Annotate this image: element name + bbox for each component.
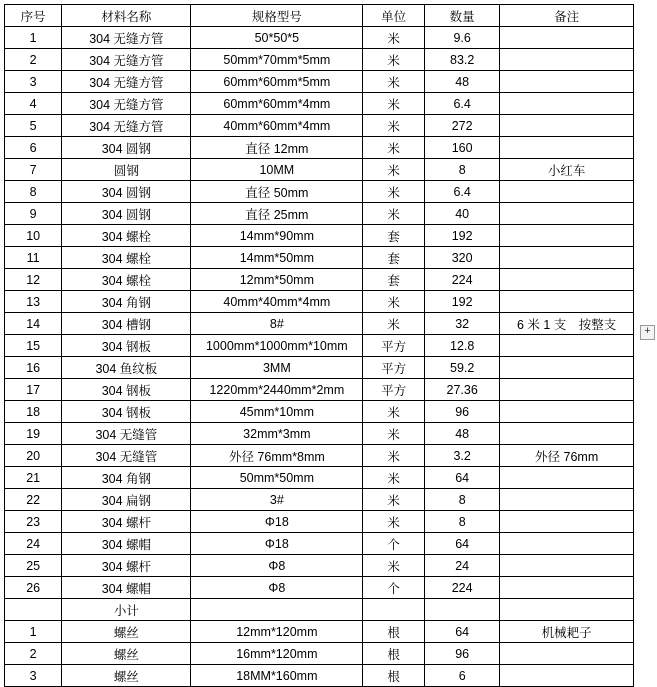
cell-qty[interactable]: 8: [425, 489, 500, 511]
cell-remark[interactable]: [500, 203, 634, 225]
cell-remark[interactable]: [500, 335, 634, 357]
cell-remark[interactable]: [500, 577, 634, 599]
cell-name[interactable]: 304 螺杆: [62, 555, 191, 577]
cell-unit[interactable]: 根: [363, 665, 425, 687]
cell-no[interactable]: 20: [5, 445, 62, 467]
cell-name[interactable]: 304 无缝方管: [62, 71, 191, 93]
cell-qty[interactable]: 96: [425, 643, 500, 665]
column-header: 序号: [5, 5, 62, 27]
cell-spec[interactable]: Φ18: [191, 533, 363, 555]
cell-remark[interactable]: [500, 423, 634, 445]
table-row[interactable]: [5, 511, 634, 533]
cell-no[interactable]: 24: [5, 533, 62, 555]
table-row[interactable]: [5, 423, 634, 445]
cell-qty[interactable]: 9.6: [425, 27, 500, 49]
cell-spec[interactable]: Φ8: [191, 577, 363, 599]
cell-qty[interactable]: 6.4: [425, 93, 500, 115]
cell-spec[interactable]: 50mm*50mm: [191, 467, 363, 489]
cell-remark[interactable]: [500, 511, 634, 533]
cell-unit[interactable]: 米: [363, 445, 425, 467]
cell-name[interactable]: 304 螺栓: [62, 247, 191, 269]
cell-no[interactable]: 1: [5, 621, 62, 643]
cell-spec[interactable]: [191, 599, 363, 621]
cell-qty[interactable]: 12.8: [425, 335, 500, 357]
table-row[interactable]: [5, 313, 634, 335]
cell-qty[interactable]: 40: [425, 203, 500, 225]
cell-name[interactable]: 304 鱼纹板: [62, 357, 191, 379]
table-row[interactable]: [5, 489, 634, 511]
cell-remark[interactable]: [500, 401, 634, 423]
cell-unit[interactable]: 米: [363, 137, 425, 159]
cell-spec[interactable]: 1000mm*1000mm*10mm: [191, 335, 363, 357]
cell-no[interactable]: 2: [5, 49, 62, 71]
cell-unit[interactable]: 平方: [363, 379, 425, 401]
cell-remark[interactable]: [500, 599, 634, 621]
cell-no[interactable]: 3: [5, 71, 62, 93]
cell-spec[interactable]: 50mm*70mm*5mm: [191, 49, 363, 71]
cell-no[interactable]: 23: [5, 511, 62, 533]
table-header-row: [5, 5, 634, 27]
cell-no[interactable]: 1: [5, 27, 62, 49]
cell-spec[interactable]: 18MM*160mm: [191, 665, 363, 687]
cell-remark[interactable]: 小红车: [500, 159, 634, 181]
cell-spec[interactable]: Φ8: [191, 555, 363, 577]
column-header: 材料名称: [62, 5, 191, 27]
cell-qty[interactable]: 160: [425, 137, 500, 159]
table-row[interactable]: [5, 555, 634, 577]
cell-qty[interactable]: 320: [425, 247, 500, 269]
cell-unit[interactable]: 套: [363, 269, 425, 291]
cell-no[interactable]: 26: [5, 577, 62, 599]
cell-name[interactable]: 304 螺栓: [62, 269, 191, 291]
cell-no[interactable]: 6: [5, 137, 62, 159]
table-row[interactable]: [5, 357, 634, 379]
cell-remark[interactable]: [500, 665, 634, 687]
cell-spec[interactable]: 10MM: [191, 159, 363, 181]
cell-remark[interactable]: [500, 247, 634, 269]
cell-qty[interactable]: 64: [425, 621, 500, 643]
cell-unit[interactable]: [363, 599, 425, 621]
cell-qty[interactable]: 6: [425, 665, 500, 687]
cell-unit[interactable]: 米: [363, 203, 425, 225]
table-row[interactable]: [5, 401, 634, 423]
cell-name[interactable]: 304 螺帽: [62, 533, 191, 555]
cell-no[interactable]: 21: [5, 467, 62, 489]
cell-name[interactable]: 螺丝: [62, 643, 191, 665]
cell-remark[interactable]: [500, 27, 634, 49]
cell-remark[interactable]: [500, 71, 634, 93]
cell-spec[interactable]: 45mm*10mm: [191, 401, 363, 423]
cell-remark[interactable]: [500, 115, 634, 137]
cell-qty[interactable]: 8: [425, 159, 500, 181]
table-row[interactable]: [5, 467, 634, 489]
cell-unit[interactable]: 平方: [363, 357, 425, 379]
cell-remark[interactable]: 机械耙子: [500, 621, 634, 643]
cell-unit[interactable]: 根: [363, 621, 425, 643]
cell-qty[interactable]: 83.2: [425, 49, 500, 71]
cell-remark[interactable]: [500, 555, 634, 577]
table-row[interactable]: [5, 71, 634, 93]
cell-name[interactable]: 304 无缝管: [62, 423, 191, 445]
table-row[interactable]: [5, 665, 634, 687]
cell-spec[interactable]: 外径 76mm*8mm: [191, 445, 363, 467]
cell-name[interactable]: 304 角钢: [62, 291, 191, 313]
cell-name[interactable]: 304 扁钢: [62, 489, 191, 511]
cell-remark[interactable]: [500, 225, 634, 247]
cell-spec[interactable]: 直径 50mm: [191, 181, 363, 203]
cell-unit[interactable]: 米: [363, 291, 425, 313]
cell-remark[interactable]: [500, 93, 634, 115]
cell-remark[interactable]: 6 米 1 支 按整支: [500, 313, 634, 335]
cell-unit[interactable]: 个: [363, 577, 425, 599]
cell-unit[interactable]: 米: [363, 511, 425, 533]
table-row[interactable]: [5, 269, 634, 291]
cell-qty[interactable]: 64: [425, 533, 500, 555]
cell-qty[interactable]: 48: [425, 423, 500, 445]
cell-remark[interactable]: [500, 291, 634, 313]
table-row[interactable]: [5, 577, 634, 599]
cell-no[interactable]: 16: [5, 357, 62, 379]
cell-no[interactable]: 19: [5, 423, 62, 445]
cell-no[interactable]: [5, 599, 62, 621]
cell-qty[interactable]: 192: [425, 225, 500, 247]
cell-remark[interactable]: [500, 269, 634, 291]
cell-unit[interactable]: 米: [363, 423, 425, 445]
table-row[interactable]: [5, 203, 634, 225]
cell-no[interactable]: 8: [5, 181, 62, 203]
cell-no[interactable]: 11: [5, 247, 62, 269]
cell-name[interactable]: 304 螺栓: [62, 225, 191, 247]
table-row[interactable]: [5, 445, 634, 467]
cell-name[interactable]: 304 钢板: [62, 379, 191, 401]
table-row[interactable]: [5, 137, 634, 159]
cell-name[interactable]: 小计: [62, 599, 191, 621]
cell-remark[interactable]: [500, 357, 634, 379]
cell-qty[interactable]: 59.2: [425, 357, 500, 379]
table-row[interactable]: [5, 291, 634, 313]
cell-no[interactable]: 13: [5, 291, 62, 313]
cell-spec[interactable]: 16mm*120mm: [191, 643, 363, 665]
cell-spec[interactable]: 40mm*60mm*4mm: [191, 115, 363, 137]
cell-qty[interactable]: 272: [425, 115, 500, 137]
cell-spec[interactable]: 3#: [191, 489, 363, 511]
cell-unit[interactable]: 米: [363, 181, 425, 203]
cell-remark[interactable]: [500, 533, 634, 555]
cell-spec[interactable]: 直径 12mm: [191, 137, 363, 159]
cell-qty[interactable]: 32: [425, 313, 500, 335]
cell-spec[interactable]: 14mm*90mm: [191, 225, 363, 247]
cell-no[interactable]: 9: [5, 203, 62, 225]
cell-remark[interactable]: [500, 137, 634, 159]
cell-no[interactable]: 17: [5, 379, 62, 401]
cell-name[interactable]: 304 槽钢: [62, 313, 191, 335]
cell-unit[interactable]: 米: [363, 71, 425, 93]
table-row[interactable]: [5, 379, 634, 401]
table-row[interactable]: [5, 533, 634, 555]
cell-spec[interactable]: 40mm*40mm*4mm: [191, 291, 363, 313]
column-header: 数量: [425, 5, 500, 27]
cell-name[interactable]: 304 圆钢: [62, 203, 191, 225]
cell-name[interactable]: 304 角钢: [62, 467, 191, 489]
cell-no[interactable]: 15: [5, 335, 62, 357]
cell-remark[interactable]: [500, 49, 634, 71]
cell-no[interactable]: 4: [5, 93, 62, 115]
cell-unit[interactable]: 米: [363, 27, 425, 49]
cell-qty[interactable]: 224: [425, 269, 500, 291]
cell-remark[interactable]: [500, 181, 634, 203]
cell-unit[interactable]: 套: [363, 225, 425, 247]
cell-name[interactable]: 304 螺杆: [62, 511, 191, 533]
column-header: 单位: [363, 5, 425, 27]
cell-remark[interactable]: [500, 489, 634, 511]
cell-qty[interactable]: 64: [425, 467, 500, 489]
cell-spec[interactable]: 14mm*50mm: [191, 247, 363, 269]
cell-spec[interactable]: 直径 25mm: [191, 203, 363, 225]
cell-spec[interactable]: 32mm*3mm: [191, 423, 363, 445]
cell-name[interactable]: 螺丝: [62, 665, 191, 687]
cell-no[interactable]: 14: [5, 313, 62, 335]
cell-spec[interactable]: 60mm*60mm*4mm: [191, 93, 363, 115]
cell-qty[interactable]: 27.36: [425, 379, 500, 401]
cell-no[interactable]: 12: [5, 269, 62, 291]
cell-qty[interactable]: 192: [425, 291, 500, 313]
cell-unit[interactable]: 米: [363, 467, 425, 489]
cell-qty[interactable]: 8: [425, 511, 500, 533]
cell-remark[interactable]: [500, 379, 634, 401]
cell-no[interactable]: 22: [5, 489, 62, 511]
table-row[interactable]: [5, 93, 634, 115]
cell-no[interactable]: 5: [5, 115, 62, 137]
cell-qty[interactable]: [425, 599, 500, 621]
cell-qty[interactable]: 6.4: [425, 181, 500, 203]
table-row[interactable]: [5, 335, 634, 357]
cell-spec[interactable]: 8#: [191, 313, 363, 335]
cell-no[interactable]: 10: [5, 225, 62, 247]
cell-unit[interactable]: 米: [363, 93, 425, 115]
table-row[interactable]: [5, 225, 634, 247]
cell-remark[interactable]: [500, 467, 634, 489]
cell-unit[interactable]: 米: [363, 115, 425, 137]
table-row[interactable]: [5, 115, 634, 137]
cell-no[interactable]: 7: [5, 159, 62, 181]
cell-spec[interactable]: Φ18: [191, 511, 363, 533]
cell-name[interactable]: 304 圆钢: [62, 181, 191, 203]
cell-unit[interactable]: 米: [363, 159, 425, 181]
column-header: 备注: [500, 5, 634, 27]
cell-qty[interactable]: 48: [425, 71, 500, 93]
cell-qty[interactable]: 96: [425, 401, 500, 423]
cell-unit[interactable]: 米: [363, 401, 425, 423]
cell-unit[interactable]: 套: [363, 247, 425, 269]
cell-unit[interactable]: 米: [363, 49, 425, 71]
cell-remark[interactable]: 外径 76mm: [500, 445, 634, 467]
cell-qty[interactable]: 3.2: [425, 445, 500, 467]
cell-unit[interactable]: 米: [363, 489, 425, 511]
expand-outline-button[interactable]: +: [640, 325, 655, 340]
table-row[interactable]: [5, 621, 634, 643]
cell-remark[interactable]: [500, 643, 634, 665]
cell-name[interactable]: 304 无缝方管: [62, 49, 191, 71]
cell-name[interactable]: 圆钢: [62, 159, 191, 181]
table-row[interactable]: [5, 247, 634, 269]
table-row[interactable]: [5, 49, 634, 71]
table-row[interactable]: [5, 27, 634, 49]
cell-spec[interactable]: 1220mm*2440mm*2mm: [191, 379, 363, 401]
cell-spec[interactable]: 50*50*5: [191, 27, 363, 49]
column-header: 规格型号: [191, 5, 363, 27]
cell-name[interactable]: 304 钢板: [62, 401, 191, 423]
cell-name[interactable]: 螺丝: [62, 621, 191, 643]
cell-name[interactable]: 304 钢板: [62, 335, 191, 357]
cell-no[interactable]: 18: [5, 401, 62, 423]
cell-no[interactable]: 3: [5, 665, 62, 687]
cell-name[interactable]: 304 螺帽: [62, 577, 191, 599]
cell-qty[interactable]: 24: [425, 555, 500, 577]
cell-name[interactable]: 304 圆钢: [62, 137, 191, 159]
materials-table: [4, 4, 634, 687]
cell-unit[interactable]: 米: [363, 313, 425, 335]
table-row[interactable]: [5, 181, 634, 203]
cell-name[interactable]: 304 无缝管: [62, 445, 191, 467]
cell-name[interactable]: 304 无缝方管: [62, 93, 191, 115]
cell-spec[interactable]: 12mm*50mm: [191, 269, 363, 291]
cell-unit[interactable]: 米: [363, 555, 425, 577]
cell-no[interactable]: 25: [5, 555, 62, 577]
cell-unit[interactable]: 个: [363, 533, 425, 555]
cell-spec[interactable]: 3MM: [191, 357, 363, 379]
cell-name[interactable]: 304 无缝方管: [62, 27, 191, 49]
table-row[interactable]: [5, 599, 634, 621]
cell-unit[interactable]: 平方: [363, 335, 425, 357]
cell-spec[interactable]: 12mm*120mm: [191, 621, 363, 643]
table-row[interactable]: [5, 159, 634, 181]
cell-name[interactable]: 304 无缝方管: [62, 115, 191, 137]
table-row[interactable]: [5, 643, 634, 665]
cell-no[interactable]: 2: [5, 643, 62, 665]
cell-qty[interactable]: 224: [425, 577, 500, 599]
cell-unit[interactable]: 根: [363, 643, 425, 665]
cell-spec[interactable]: 60mm*60mm*5mm: [191, 71, 363, 93]
